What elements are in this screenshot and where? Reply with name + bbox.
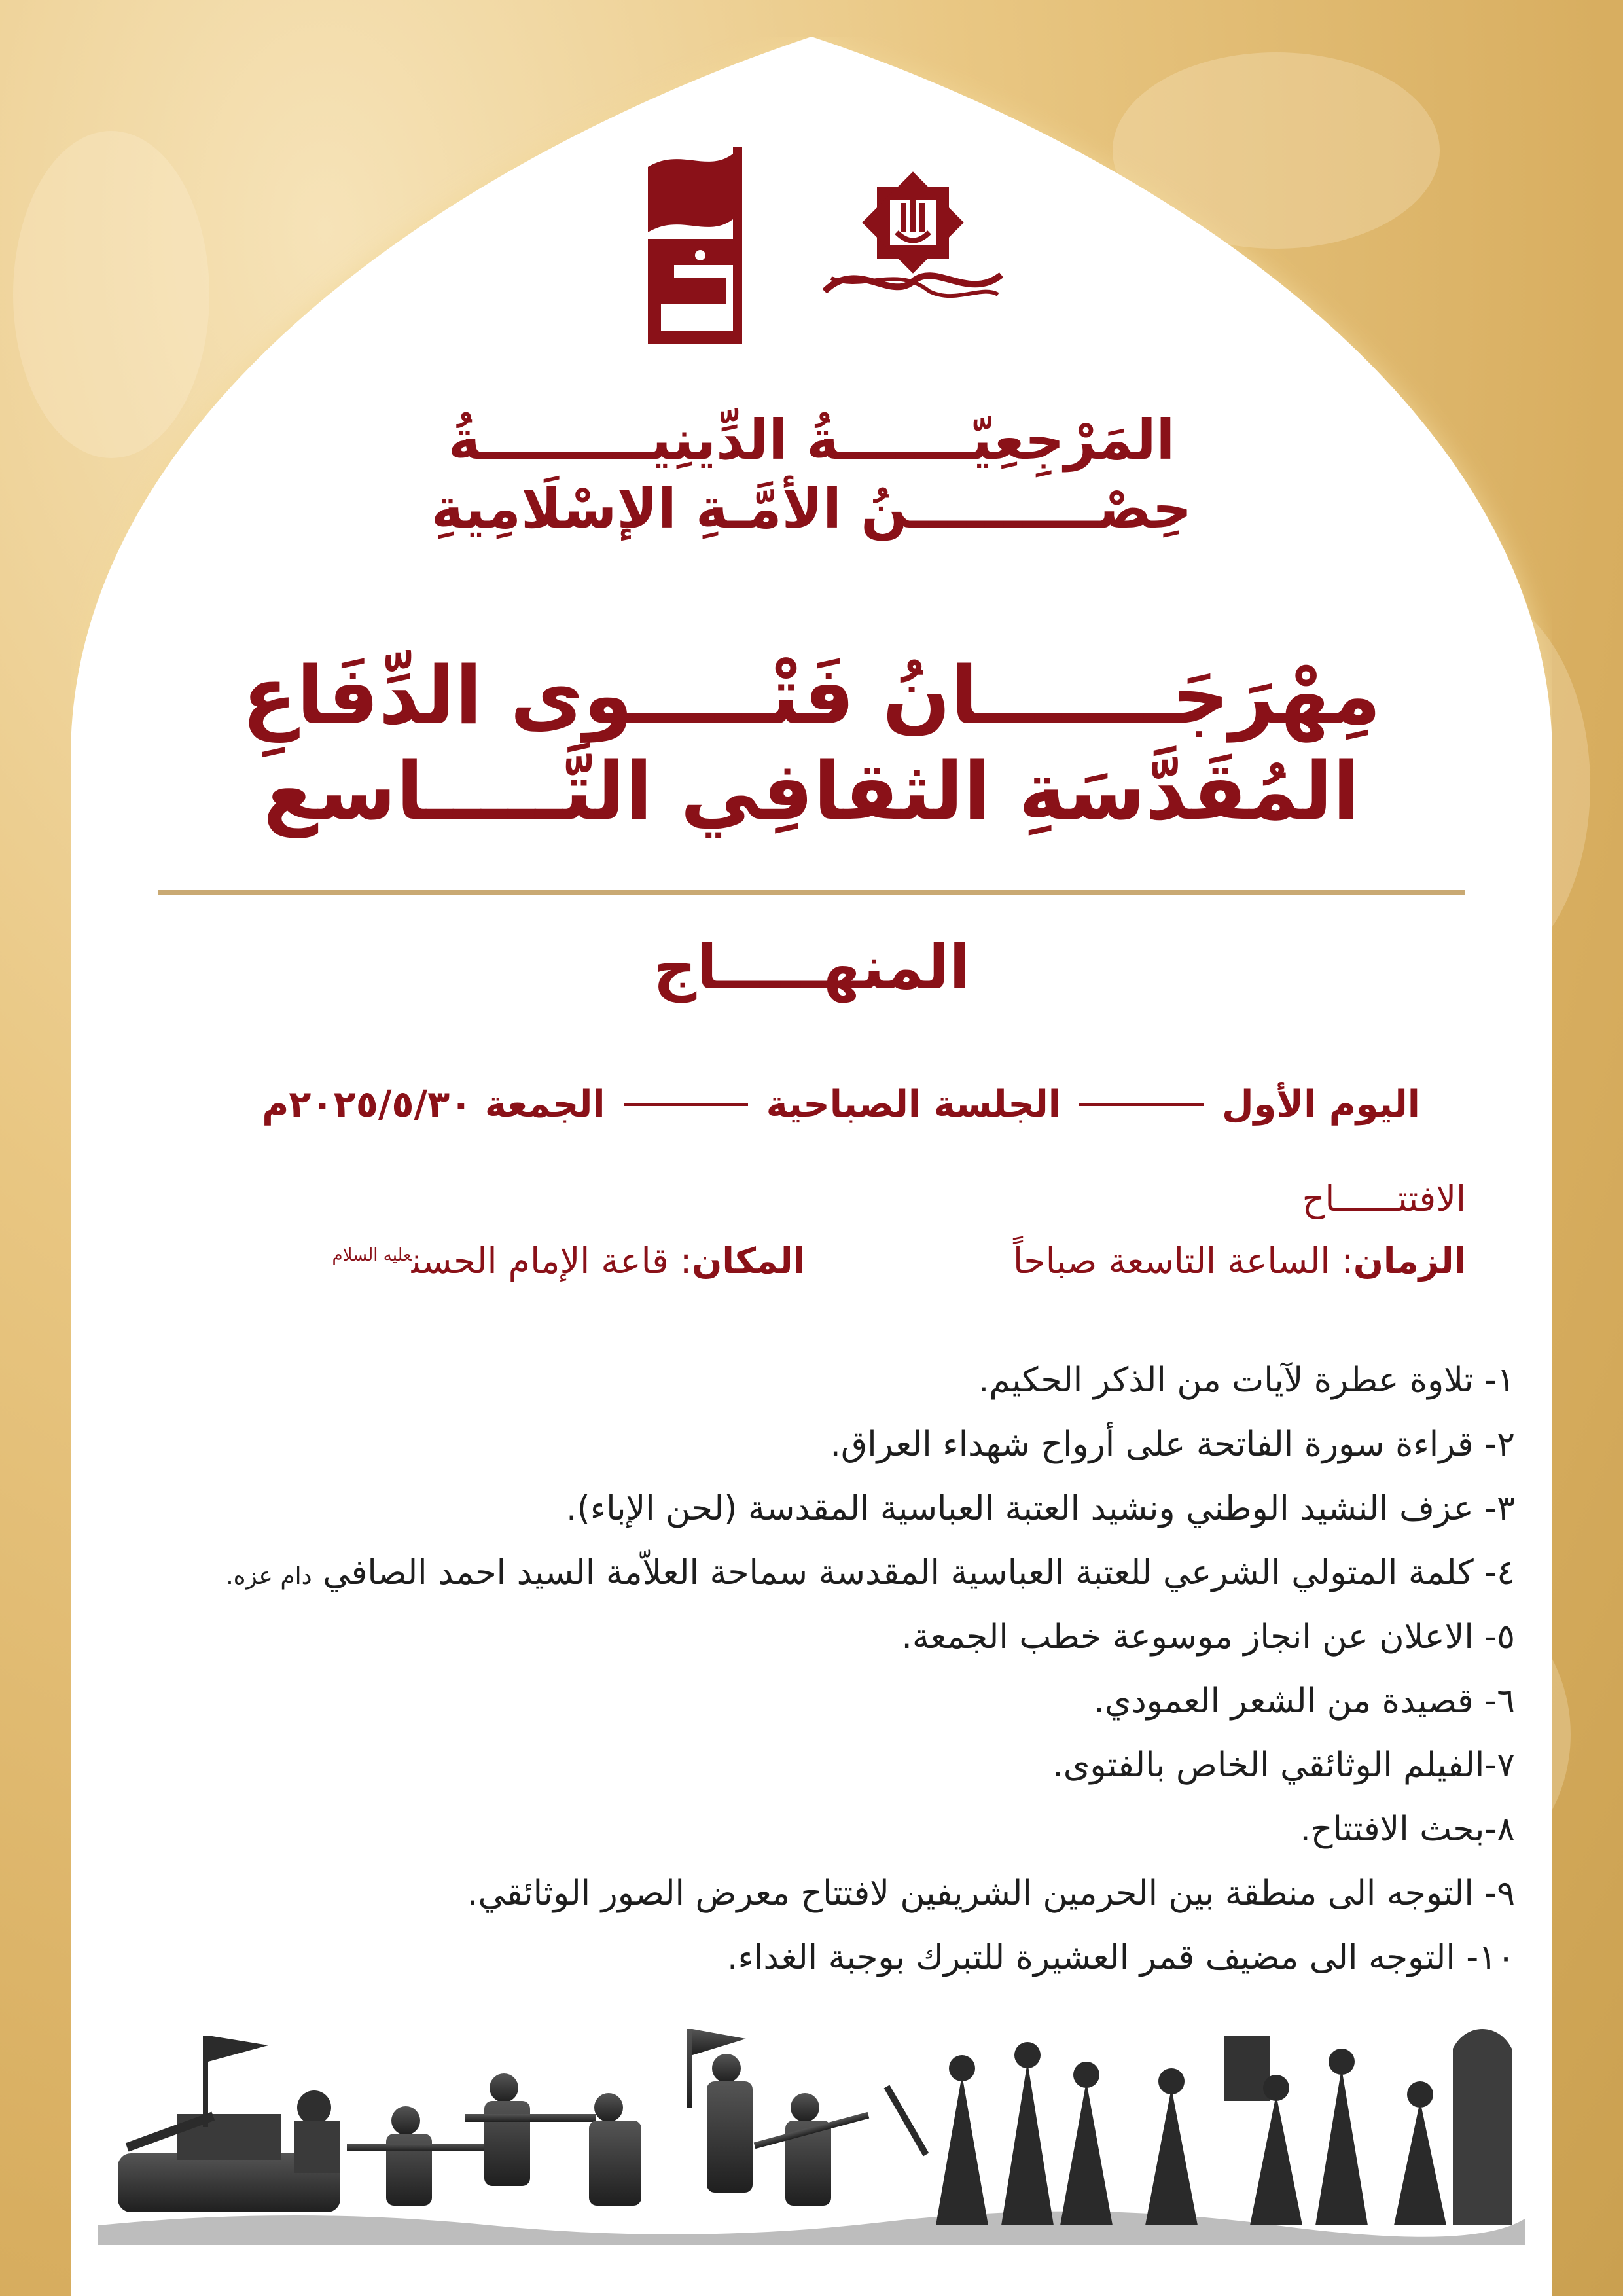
title-line-2: المُقَدَّسَةِ الثقافِي التَّـــــاسع (262, 745, 1360, 838)
list-item: ٨-بحث الافتتاح. (1300, 1810, 1515, 1849)
list-item: ٣- عزف النشيد الوطني ونشيد العتبة العباسية المقدسة (لحن الإباء). (565, 1489, 1515, 1528)
list-item: ٤- كلمة المتولي الشرعي للعتبة العباسية المقدسة سماحة العلاّمة السيد احمد الصافي دام عزه. (226, 1553, 1515, 1592)
subtitle-line-1: المَرْجِعِيّـــــــةُ الدِّينِيـــــــــةُ (448, 408, 1175, 472)
list-item: ٦- قصيدة من الشعر العمودي. (1094, 1681, 1515, 1721)
list-item: ٧-الفيلم الوثائقي الخاص بالفتوى. (1052, 1746, 1515, 1785)
session-day: اليوم الأول (1221, 1083, 1420, 1126)
war-memorial-illustration (98, 2009, 1525, 2245)
list-item: ٥- الاعلان عن انجاز موسوعة خطب الجمعة. (901, 1617, 1515, 1657)
session-separator (1079, 1103, 1204, 1106)
honorific-suffix: دام عزه. (226, 1563, 312, 1590)
place-label: المكان (692, 1240, 805, 1282)
title-divider (158, 890, 1465, 895)
session-date: الجمعة ٢٠٢٥/٥/٣٠م (262, 1083, 605, 1126)
header-subtitle (0, 406, 1623, 543)
session-separator (624, 1103, 748, 1106)
abbas-shrine-logo-icon (805, 160, 1021, 311)
time-info (1013, 1240, 1466, 1282)
time-value: : الساعة التاسعة صباحاً (1012, 1240, 1353, 1282)
section-heading: المنهـــــاج (652, 933, 971, 1003)
list-item: ٩- التوجه الى منطقة بين الحرمين الشريفين لافتتاح معرض الصور الوثائقي. (467, 1874, 1515, 1913)
honorific-glyph: عليه السلام (332, 1246, 412, 1265)
subtitle-line-2: حِصْــــــــــنُ الأمَّـةِ الإسْلَامِيةِ (431, 476, 1192, 541)
session-line (196, 1083, 1420, 1126)
title-line-1: مِهْرَجَـــــــانُ فَتْـــــوى الدِّفَاعِ (241, 649, 1382, 742)
page-title (0, 648, 1623, 840)
opening-label: الافتتــــــاح (1302, 1178, 1466, 1219)
holy-defense-flag-logo-icon (635, 141, 779, 357)
program-list (75, 1348, 1515, 1990)
place-info (332, 1240, 805, 1282)
list-item: ٢- قراءة سورة الفاتحة على أرواح شهداء العراق. (830, 1425, 1515, 1464)
place-value: : قاعة الإمام الحسن (411, 1240, 692, 1282)
session-name: الجلسة الصباحية (766, 1083, 1061, 1126)
list-item: ١- تلاوة عطرة لآيات من الذكر الحكيم. (978, 1361, 1515, 1400)
list-item: ١٠- التوجه الى مضيف قمر العشيرة للتبرك بوجبة الغداء. (727, 1938, 1515, 1977)
time-label: الزمان (1353, 1240, 1466, 1282)
